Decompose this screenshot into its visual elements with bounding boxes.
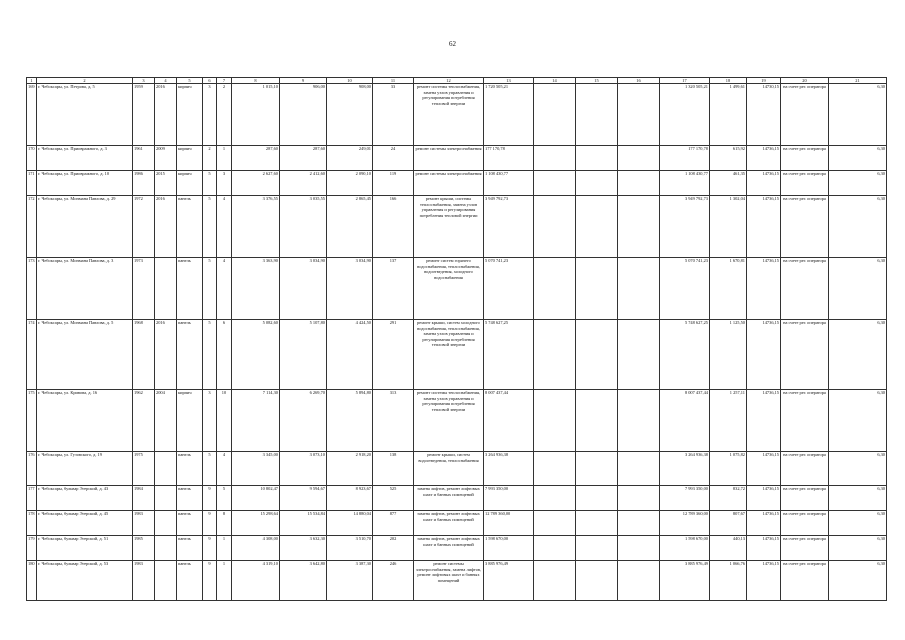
cell-f18: 461,35	[710, 171, 747, 196]
cell-f14	[534, 561, 576, 601]
cell-f16	[618, 561, 660, 601]
column-number-cell: 11	[373, 78, 414, 84]
cell-num: 171	[27, 171, 37, 196]
column-number-cell: 10	[327, 78, 373, 84]
column-number-cell: 21	[829, 78, 887, 84]
cell-area-total: 10 802,47	[232, 486, 280, 511]
cell-num: 177	[27, 486, 37, 511]
cell-cost-total: 1 720 505,21	[484, 84, 534, 146]
cell-material: панель	[177, 486, 203, 511]
cell-address: г. Чебоксары, ул. Кривова, д. 16	[37, 390, 133, 452]
cell-f18: 440,13	[710, 536, 747, 561]
cell-work-type: ремонт крыши, систем водоотведения, теплоснабжения	[414, 452, 484, 486]
cell-year-repair: 2016	[155, 84, 177, 146]
cell-year-built: 1972	[133, 196, 155, 258]
cell-floors: 3	[203, 84, 217, 146]
cell-f14	[534, 196, 576, 258]
cell-floors: 5	[203, 171, 217, 196]
cell-entrances: 10	[217, 390, 232, 452]
cell-material: панель	[177, 561, 203, 601]
cell-floors: 5	[203, 258, 217, 320]
cell-area-total: 1 015,10	[232, 84, 280, 146]
cell-year-built: 1968	[133, 320, 155, 390]
cell-term: 6,30	[829, 390, 887, 452]
cell-cost-total: 177 170,78	[484, 146, 534, 171]
cell-f17: 3 264 936,38	[660, 452, 710, 486]
cell-address: г. Чебоксары, ул. Приовражного, д. 10	[37, 171, 133, 196]
cell-f17: 1 108 430,77	[660, 171, 710, 196]
cell-residents: 313	[373, 390, 414, 452]
cell-f15	[576, 561, 618, 601]
cell-floors: 5	[203, 196, 217, 258]
cell-term: 6,30	[829, 320, 887, 390]
cell-area-res2: 3 034,90	[327, 258, 373, 320]
cell-residents: 202	[373, 536, 414, 561]
cell-num: 179	[27, 536, 37, 561]
cell-residents: 525	[373, 486, 414, 511]
cell-method: на счете рег. оператора	[781, 452, 829, 486]
cell-address: г. Чебоксары, бульвар Эгерский, д. 43	[37, 486, 133, 511]
cell-work-type: ремонт крыши, систем холодного водоснабжения, теплоснабжения, замена узлов управления и регулирования потребления тепловой энергии	[414, 320, 484, 390]
column-number-cell: 14	[534, 78, 576, 84]
cell-f17: 8 007 437,44	[660, 390, 710, 452]
column-number-cell: 4	[155, 78, 177, 84]
cell-f16	[618, 511, 660, 536]
cell-material: кирпич	[177, 171, 203, 196]
cell-material: панель	[177, 511, 203, 536]
cell-f19: 14736,15	[747, 390, 781, 452]
cell-num: 174	[27, 320, 37, 390]
cell-f18: 1 075,82	[710, 452, 747, 486]
cell-f19: 14736,15	[747, 511, 781, 536]
cell-area-total: 3 376,55	[232, 196, 280, 258]
cell-area-total: 3 345,00	[232, 452, 280, 486]
cell-area-total: 287,60	[232, 146, 280, 171]
cell-entrances: 2	[217, 84, 232, 146]
cell-area-res2: 249,01	[327, 146, 373, 171]
cell-f19: 14736,15	[747, 146, 781, 171]
cell-residents: 33	[373, 84, 414, 146]
cell-f18: 1 499,61	[710, 84, 747, 146]
cell-floors: 5	[203, 452, 217, 486]
column-number-cell: 3	[133, 78, 155, 84]
cell-area-res2: 2 918,20	[327, 452, 373, 486]
cell-f18: 807,67	[710, 511, 747, 536]
cell-area-res: 9 594,67	[280, 486, 327, 511]
cell-f15	[576, 146, 618, 171]
cell-f19: 14736,15	[747, 171, 781, 196]
cell-area-total: 4 319,10	[232, 561, 280, 601]
cell-year-built: 1975	[133, 452, 155, 486]
cell-area-res: 3 632,30	[280, 536, 327, 561]
cell-f14	[534, 486, 576, 511]
cell-address: г. Чебоксары, ул. Мичмана Павлова, д. 3	[37, 258, 133, 320]
column-number-cell: 2	[37, 78, 133, 84]
cell-entrances: 3	[217, 171, 232, 196]
cell-method: на счете рег. оператора	[781, 84, 829, 146]
cell-f15	[576, 171, 618, 196]
cell-f14	[534, 536, 576, 561]
cell-num: 170	[27, 146, 37, 171]
column-number-cell: 6	[203, 78, 217, 84]
column-number-cell: 20	[781, 78, 829, 84]
cell-f15	[576, 196, 618, 258]
cell-f18: 615,92	[710, 146, 747, 171]
cell-f16	[618, 452, 660, 486]
cell-term: 6,30	[829, 561, 887, 601]
cell-entrances: 4	[217, 196, 232, 258]
cell-f16	[618, 171, 660, 196]
cell-residents: 119	[373, 171, 414, 196]
cell-area-total: 4 308,00	[232, 536, 280, 561]
cell-address: г. Чебоксары, ул. Мичмана Павлова, д. 5	[37, 320, 133, 390]
cell-area-res: 2 412,60	[280, 171, 327, 196]
cell-term: 6,30	[829, 452, 887, 486]
capital-repair-table	[26, 77, 887, 601]
cell-term: 6,30	[829, 486, 887, 511]
cell-work-type: ремонт системы электроснабжения	[414, 146, 484, 171]
cell-f17: 5 070 741,23	[660, 258, 710, 320]
cell-num: 176	[27, 452, 37, 486]
cell-f16	[618, 390, 660, 452]
cell-method: на счете рег. оператора	[781, 536, 829, 561]
cell-floors: 2	[203, 146, 217, 171]
cell-year-built: 1983	[133, 561, 155, 601]
cell-term: 6,30	[829, 84, 887, 146]
column-number-cell: 17	[660, 78, 710, 84]
cell-entrances: 4	[217, 452, 232, 486]
cell-material: панель	[177, 258, 203, 320]
cell-entrances: 1	[217, 146, 232, 171]
table-row	[27, 320, 887, 390]
cell-f19: 14736,15	[747, 452, 781, 486]
cell-area-res: 287,60	[280, 146, 327, 171]
cell-method: на счете рег. оператора	[781, 390, 829, 452]
table-row	[27, 84, 887, 146]
cell-year-built: 1986	[133, 171, 155, 196]
cell-f17: 12 789 360,00	[660, 511, 710, 536]
cell-entrances: 6	[217, 320, 232, 390]
cell-area-total: 5 082,60	[232, 320, 280, 390]
cell-f14	[534, 146, 576, 171]
table-body	[27, 78, 887, 601]
cell-f18: 1 125,50	[710, 320, 747, 390]
cell-year-repair	[155, 561, 177, 601]
cell-f14	[534, 390, 576, 452]
cell-year-built: 1983	[133, 511, 155, 536]
cell-f16	[618, 486, 660, 511]
cell-method: на счете рег. оператора	[781, 561, 829, 601]
column-number-cell: 1	[27, 78, 37, 84]
cell-f17: 1 598 670,00	[660, 536, 710, 561]
cell-method: на счете рег. оператора	[781, 258, 829, 320]
cell-f15	[576, 486, 618, 511]
cell-area-res2: 5 894,80	[327, 390, 373, 452]
column-number-cell: 15	[576, 78, 618, 84]
cell-area-total: 2 627,60	[232, 171, 280, 196]
column-number-cell: 8	[232, 78, 280, 84]
table-row	[27, 196, 887, 258]
cell-material: панель	[177, 196, 203, 258]
cell-term: 6,30	[829, 258, 887, 320]
cell-f19: 14736,15	[747, 196, 781, 258]
cell-area-res2: 908,00	[327, 84, 373, 146]
cell-method: на счете рег. оператора	[781, 146, 829, 171]
cell-f15	[576, 390, 618, 452]
cell-area-res: 906,00	[280, 84, 327, 146]
column-number-cell: 7	[217, 78, 232, 84]
cell-f15	[576, 258, 618, 320]
cell-year-repair	[155, 452, 177, 486]
column-number-cell: 5	[177, 78, 203, 84]
cell-cost-total: 1 108 430,77	[484, 171, 534, 196]
cell-work-type: замена лифтов, ремонт лифтовых шахт и банных помещений	[414, 536, 484, 561]
cell-cost-total: 1 598 670,00	[484, 536, 534, 561]
cell-f18: 832,72	[710, 486, 747, 511]
cell-residents: 137	[373, 258, 414, 320]
cell-address: г. Чебоксары, ул. Мичмана Павлова, д. 29	[37, 196, 133, 258]
cell-entrances: 5	[217, 486, 232, 511]
cell-area-total: 7 114,30	[232, 390, 280, 452]
cell-cost-total: 3 264 936,38	[484, 452, 534, 486]
cell-residents: 166	[373, 196, 414, 258]
table-row	[27, 258, 887, 320]
cell-floors: 5	[203, 320, 217, 390]
table-row	[27, 561, 887, 601]
cell-f14	[534, 511, 576, 536]
cell-address: г. Чебоксары, бульвар Эгерский, д. 45	[37, 511, 133, 536]
cell-f16	[618, 146, 660, 171]
table-row	[27, 171, 887, 196]
cell-area-total: 15 298,64	[232, 511, 280, 536]
cell-num: 169	[27, 84, 37, 146]
cell-method: на счете рег. оператора	[781, 320, 829, 390]
cell-floors: 9	[203, 511, 217, 536]
cell-material: панель	[177, 536, 203, 561]
cell-year-repair	[155, 258, 177, 320]
cell-area-res2: 2 865,45	[327, 196, 373, 258]
cell-year-repair: 2016	[155, 196, 177, 258]
cell-entrances: 1	[217, 561, 232, 601]
cell-work-type: ремонт системы теплоснабжения, замена узлов управления и регулирования потребления тепловой энергии	[414, 390, 484, 452]
column-number-cell: 19	[747, 78, 781, 84]
cell-year-repair	[155, 486, 177, 511]
cell-address: г. Чебоксары, ул. Приовражного, д. 3	[37, 146, 133, 171]
cell-floors: 3	[203, 390, 217, 452]
cell-year-built: 1961	[133, 146, 155, 171]
cell-year-built: 1959	[133, 84, 155, 146]
cell-address: г. Чебоксары, ул. Гузовского, д. 19	[37, 452, 133, 486]
column-number-cell: 9	[280, 78, 327, 84]
cell-work-type: замена лифтов, ремонт лифтовых шахт и банных помещений	[414, 511, 484, 536]
cell-term: 6,30	[829, 171, 887, 196]
cell-num: 172	[27, 196, 37, 258]
cell-f16	[618, 258, 660, 320]
table-row	[27, 452, 887, 486]
cell-entrances: 1	[217, 536, 232, 561]
cell-area-res: 3 035,55	[280, 196, 327, 258]
table-row	[27, 390, 887, 452]
page-number: 62	[449, 40, 456, 48]
cell-f17: 3 949 792,73	[660, 196, 710, 258]
cell-area-res: 6 269,70	[280, 390, 327, 452]
cell-year-built: 1984	[133, 486, 155, 511]
column-number-cell: 18	[710, 78, 747, 84]
cell-area-res: 3 073,10	[280, 452, 327, 486]
cell-num: 175	[27, 390, 37, 452]
cell-address: г. Чебоксары, бульвар Эгерский, д. 51	[37, 536, 133, 561]
table-row	[27, 511, 887, 536]
table-row	[27, 146, 887, 171]
cell-work-type: ремонт крыши, системы теплоснабжения, замена узлов управления и регулирования потребления тепловой энергии	[414, 196, 484, 258]
cell-year-repair: 2009	[155, 146, 177, 171]
cell-cost-total: 12 789 360,00	[484, 511, 534, 536]
cell-cost-total: 7 993 350,00	[484, 486, 534, 511]
cell-residents: 246	[373, 561, 414, 601]
cell-address: г. Чебоксары, бульвар Эгерский, д. 53	[37, 561, 133, 601]
cell-work-type: замена лифтов, ремонт лифтовых шахт и банных помещений	[414, 486, 484, 511]
cell-method: на счете рег. оператора	[781, 486, 829, 511]
cell-residents: 291	[373, 320, 414, 390]
cell-f15	[576, 320, 618, 390]
cell-f17: 5 748 627,25	[660, 320, 710, 390]
column-number-cell: 13	[484, 78, 534, 84]
cell-f19: 14736,15	[747, 536, 781, 561]
cell-floors: 9	[203, 486, 217, 511]
cell-year-repair: 2004	[155, 390, 177, 452]
table-row	[27, 486, 887, 511]
table-row	[27, 536, 887, 561]
cell-num: 178	[27, 511, 37, 536]
cell-f17: 3 885 976,49	[660, 561, 710, 601]
cell-area-res2: 8 923,67	[327, 486, 373, 511]
cell-f17: 7 993 350,00	[660, 486, 710, 511]
cell-f14	[534, 171, 576, 196]
cell-work-type: ремонт системы электроснабжения, замена лифтов, ремонт лифтовых шахт и банных помещений	[414, 561, 484, 601]
cell-f15	[576, 511, 618, 536]
cell-material: панель	[177, 320, 203, 390]
cell-num: 180	[27, 561, 37, 601]
cell-term: 6,30	[829, 511, 887, 536]
cell-f19: 14730,15	[747, 84, 781, 146]
cell-cost-total: 5 748 627,25	[484, 320, 534, 390]
column-number-cell: 12	[414, 78, 484, 84]
cell-area-res: 3 034,90	[280, 258, 327, 320]
cell-f16	[618, 320, 660, 390]
cell-f15	[576, 452, 618, 486]
cell-area-res: 5 107,80	[280, 320, 327, 390]
cell-cost-total: 8 007 437,44	[484, 390, 534, 452]
cell-year-repair: 2016	[155, 320, 177, 390]
cell-method: на счете рег. оператора	[781, 196, 829, 258]
cell-cost-total: 3 885 976,49	[484, 561, 534, 601]
cell-f16	[618, 196, 660, 258]
cell-material: кирпич	[177, 84, 203, 146]
cell-year-repair	[155, 536, 177, 561]
cell-term: 6,30	[829, 196, 887, 258]
cell-year-built: 1962	[133, 390, 155, 452]
cell-work-type: ремонт системы теплоснабжения, замена узлов управления и регулирования потребления тепловой энергии	[414, 84, 484, 146]
cell-f16	[618, 84, 660, 146]
cell-area-total: 3 363,90	[232, 258, 280, 320]
cell-f18: 1 302,04	[710, 196, 747, 258]
cell-year-repair	[155, 511, 177, 536]
cell-cost-total: 3 949 792,73	[484, 196, 534, 258]
cell-method: на счете рег. оператора	[781, 171, 829, 196]
cell-area-res2: 3 387,30	[327, 561, 373, 601]
cell-f14	[534, 452, 576, 486]
cell-area-res2: 2 090,10	[327, 171, 373, 196]
cell-f18: 1 066,76	[710, 561, 747, 601]
cell-f19: 14736,15	[747, 320, 781, 390]
cell-f14	[534, 258, 576, 320]
cell-f18: 1 670,81	[710, 258, 747, 320]
cell-f15	[576, 536, 618, 561]
cell-cost-total: 5 070 741,23	[484, 258, 534, 320]
cell-f17: 177 170,78	[660, 146, 710, 171]
cell-material: кирпич	[177, 390, 203, 452]
cell-term: 6,30	[829, 146, 887, 171]
cell-num: 173	[27, 258, 37, 320]
cell-f17: 1 320 505,21	[660, 84, 710, 146]
cell-area-res: 15 534,84	[280, 511, 327, 536]
cell-f19: 14736,15	[747, 258, 781, 320]
cell-f16	[618, 536, 660, 561]
cell-f15	[576, 84, 618, 146]
cell-f14	[534, 320, 576, 390]
cell-area-res2: 3 510,70	[327, 536, 373, 561]
cell-work-type: ремонт системы электроснабжения	[414, 171, 484, 196]
cell-material: панель	[177, 452, 203, 486]
cell-area-res2: 4 424,50	[327, 320, 373, 390]
cell-entrances: 4	[217, 258, 232, 320]
cell-entrances: 8	[217, 511, 232, 536]
cell-residents: 24	[373, 146, 414, 171]
cell-residents: 138	[373, 452, 414, 486]
cell-area-res: 3 642,80	[280, 561, 327, 601]
cell-floors: 9	[203, 561, 217, 601]
cell-method: на счете рег. оператора	[781, 511, 829, 536]
cell-address: г. Чебоксары, ул. Петрова, д. 5	[37, 84, 133, 146]
cell-term: 6,30	[829, 536, 887, 561]
cell-f19: 14736,15	[747, 486, 781, 511]
cell-material: кирпич	[177, 146, 203, 171]
cell-year-built: 1985	[133, 536, 155, 561]
cell-work-type: ремонт систем горячего водоснабжения, теплоснабжения, водоотведения, холодного водоснабжения	[414, 258, 484, 320]
cell-residents: 877	[373, 511, 414, 536]
column-number-cell: 16	[618, 78, 660, 84]
cell-year-repair: 2015	[155, 171, 177, 196]
cell-area-res2: 14 880,04	[327, 511, 373, 536]
cell-floors: 9	[203, 536, 217, 561]
cell-f18: 1 257,11	[710, 390, 747, 452]
cell-f14	[534, 84, 576, 146]
cell-year-built: 1973	[133, 258, 155, 320]
cell-f19: 14736,15	[747, 561, 781, 601]
